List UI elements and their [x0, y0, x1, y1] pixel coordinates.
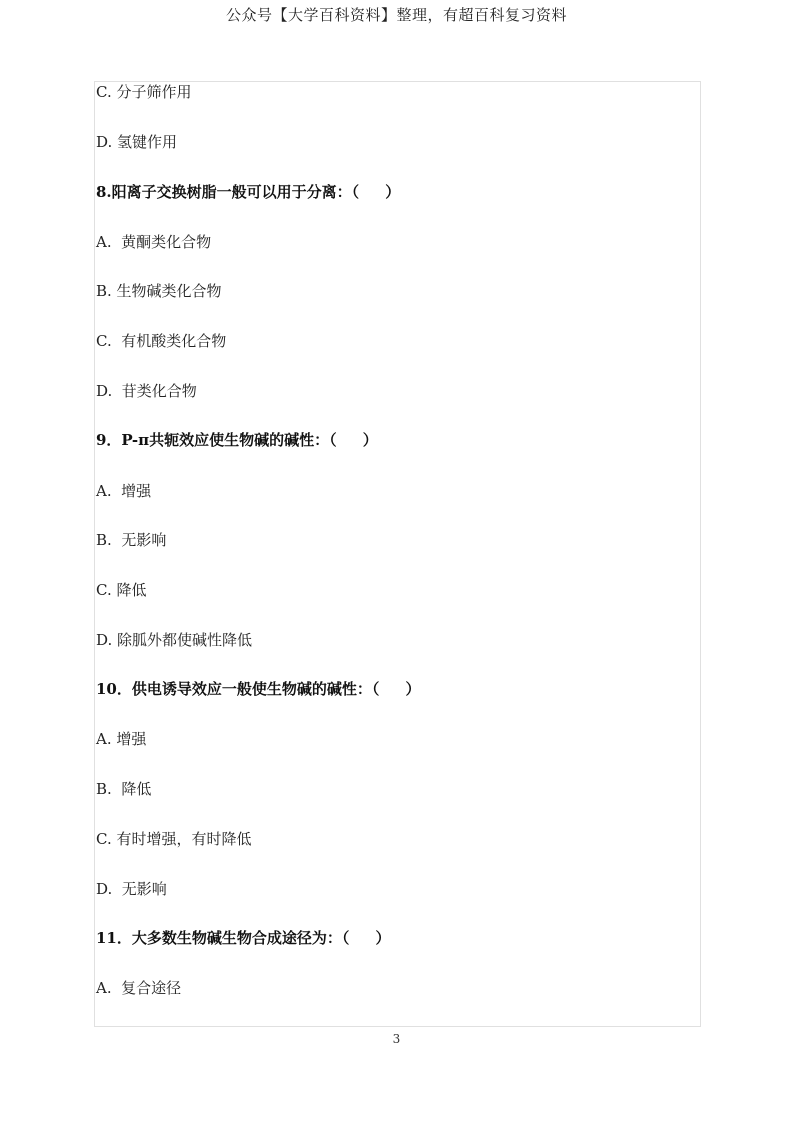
option-line: B. 生物碱类化合物 [96, 282, 222, 300]
option-line: C. 分子筛作用 [96, 83, 192, 101]
option-line: A. 增强 [96, 730, 147, 748]
option-line: D. 无影响 [96, 880, 167, 898]
question-line: 11．大多数生物碱生物合成途径为：（ ） [96, 929, 391, 947]
option-line: D. 除胍外都使碱性降低 [96, 631, 253, 649]
page-header: 公众号【大学百科资料】整理，有超百科复习资料 [225, 6, 567, 24]
content-box [94, 81, 701, 1027]
page-number: 3 [392, 1032, 401, 1046]
option-line: A. 复合途径 [96, 979, 182, 997]
option-line: A. 黄酮类化合物 [96, 233, 212, 251]
option-line: D. 苷类化合物 [96, 382, 197, 400]
option-line: C. 降低 [96, 581, 147, 599]
question-line: 10．供电诱导效应一般使生物碱的碱性：（ ） [96, 680, 421, 698]
option-line: B. 无影响 [96, 531, 167, 549]
option-line: B. 降低 [96, 780, 152, 798]
option-line: C. 有机酸类化合物 [96, 332, 227, 350]
question-line: 9．P-π共轭效应使生物碱的碱性：（ ） [96, 431, 378, 449]
question-line: 8.阳离子交换树脂一般可以用于分离：（ ） [96, 183, 401, 201]
option-line: C. 有时增强，有时降低 [96, 830, 252, 848]
option-line: D. 氢键作用 [96, 133, 178, 151]
option-line: A. 增强 [96, 482, 152, 500]
